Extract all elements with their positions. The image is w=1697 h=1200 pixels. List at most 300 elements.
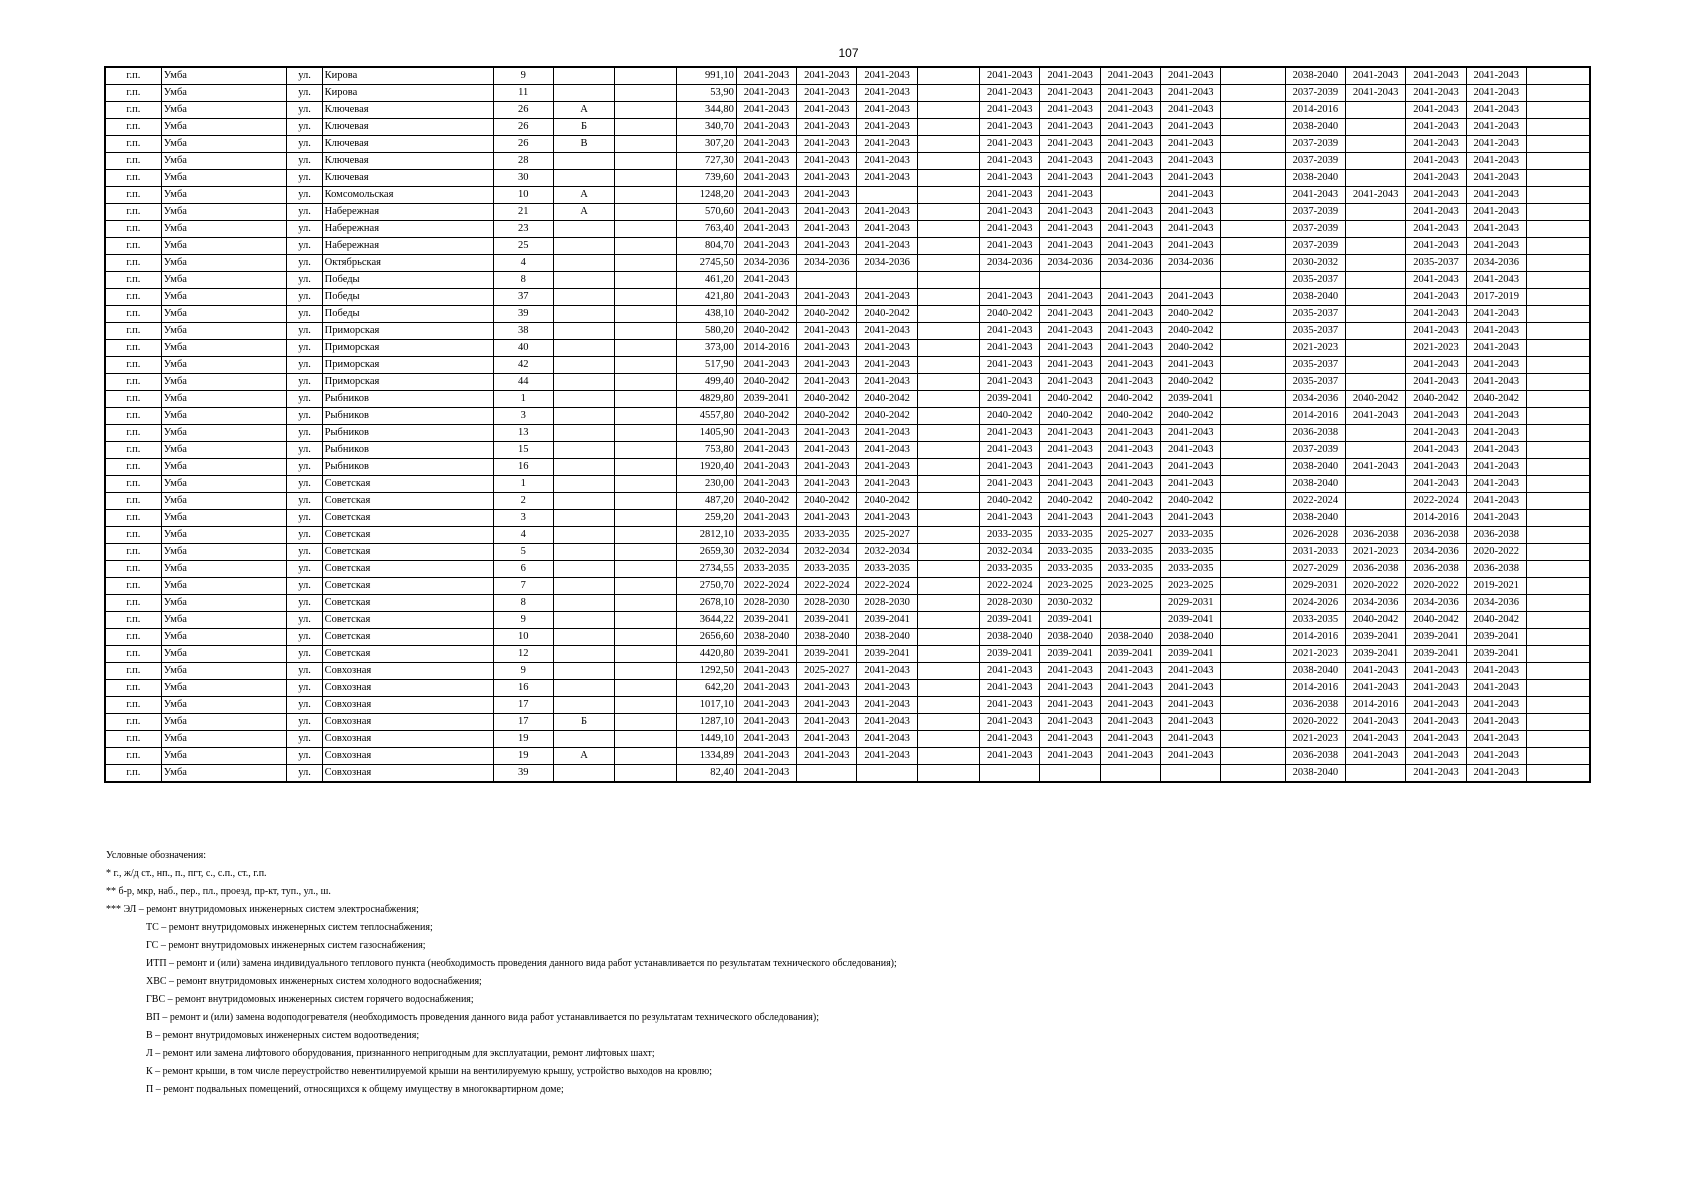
cell-el: 2041-2043 xyxy=(736,204,796,221)
cell-housing xyxy=(615,510,676,527)
cell-vp: 2041-2043 xyxy=(1100,714,1160,731)
legend-item: ГС – ремонт внутридомовых инженерных систем газоснабжения; xyxy=(146,940,426,951)
cell-hvs: 2041-2043 xyxy=(980,476,1040,493)
cell-k: 2038-2040 xyxy=(1285,476,1345,493)
cell-el: 2039-2041 xyxy=(736,646,796,663)
cell-year-b xyxy=(1526,374,1590,391)
cell-p xyxy=(1346,476,1406,493)
cell-ts: 2041-2043 xyxy=(797,714,857,731)
cell-l xyxy=(1221,425,1285,442)
cell-settlement-type: г.п. xyxy=(105,731,161,748)
cell-p xyxy=(1346,255,1406,272)
cell-area: 2745,50 xyxy=(676,255,736,272)
cell-fund: 2041-2043 xyxy=(1406,67,1466,85)
cell-v: 2041-2043 xyxy=(1161,153,1221,170)
cell-ts: 2041-2043 xyxy=(797,67,857,85)
cell-gvs: 2041-2043 xyxy=(1040,374,1100,391)
cell-itp xyxy=(917,544,979,561)
legend-item: К – ремонт крыши, в том числе переустройство невентилируемой крыши на вентилируемую крышу, устройство выходов на кровлю; xyxy=(146,1066,713,1077)
cell-p xyxy=(1346,272,1406,289)
cell-v: 2040-2042 xyxy=(1161,340,1221,357)
cell-settlement-name: Умба xyxy=(161,306,287,323)
cell-street-type: ул. xyxy=(287,425,322,442)
cell-building-letter xyxy=(553,459,614,476)
cell-v: 2041-2043 xyxy=(1161,748,1221,765)
cell-gs: 2041-2043 xyxy=(857,340,917,357)
cell-l xyxy=(1221,493,1285,510)
cell-year-b xyxy=(1526,119,1590,136)
table-row xyxy=(105,340,1590,357)
cell-l xyxy=(1221,102,1285,119)
cell-area: 727,30 xyxy=(676,153,736,170)
cell-vp: 2033-2035 xyxy=(1100,544,1160,561)
cell-area: 2659,30 xyxy=(676,544,736,561)
cell-gs: 2041-2043 xyxy=(857,731,917,748)
cell-itp xyxy=(917,731,979,748)
cell-el: 2040-2042 xyxy=(736,374,796,391)
cell-vp: 2041-2043 xyxy=(1100,663,1160,680)
cell-el: 2041-2043 xyxy=(736,85,796,102)
cell-v: 2033-2035 xyxy=(1161,561,1221,578)
cell-street-name: Советская xyxy=(322,646,493,663)
cell-gs xyxy=(857,272,917,289)
cell-house-number: 19 xyxy=(493,748,553,765)
cell-area: 2656,60 xyxy=(676,629,736,646)
cell-housing xyxy=(615,459,676,476)
cell-street-type: ул. xyxy=(287,153,322,170)
cell-l xyxy=(1221,629,1285,646)
cell-area: 2734,55 xyxy=(676,561,736,578)
cell-ts xyxy=(797,272,857,289)
table-row xyxy=(105,357,1590,374)
cell-gs: 2041-2043 xyxy=(857,459,917,476)
cell-vp: 2023-2025 xyxy=(1100,578,1160,595)
cell-l xyxy=(1221,459,1285,476)
cell-year-b xyxy=(1526,391,1590,408)
cell-l xyxy=(1221,187,1285,204)
cell-year-b xyxy=(1526,527,1590,544)
cell-p xyxy=(1346,442,1406,459)
cell-ts: 2041-2043 xyxy=(797,170,857,187)
cell-v: 2033-2035 xyxy=(1161,544,1221,561)
cell-itp xyxy=(917,119,979,136)
cell-k: 2037-2039 xyxy=(1285,204,1345,221)
cell-p xyxy=(1346,221,1406,238)
cell-ts: 2041-2043 xyxy=(797,731,857,748)
cell-area: 580,20 xyxy=(676,323,736,340)
cell-year-a: 2041-2043 xyxy=(1466,340,1526,357)
cell-year-a: 2039-2041 xyxy=(1466,629,1526,646)
cell-k: 2035-2037 xyxy=(1285,323,1345,340)
cell-l xyxy=(1221,153,1285,170)
cell-fund: 2041-2043 xyxy=(1406,442,1466,459)
cell-area: 307,20 xyxy=(676,136,736,153)
cell-settlement-type: г.п. xyxy=(105,663,161,680)
legend-item: *** ЭЛ – ремонт внутридомовых инженерных систем электроснабжения; xyxy=(106,904,419,915)
cell-itp xyxy=(917,527,979,544)
cell-settlement-type: г.п. xyxy=(105,527,161,544)
cell-year-b xyxy=(1526,170,1590,187)
cell-house-number: 1 xyxy=(493,391,553,408)
cell-el: 2041-2043 xyxy=(736,357,796,374)
cell-street-type: ул. xyxy=(287,731,322,748)
cell-settlement-type: г.п. xyxy=(105,323,161,340)
table-row xyxy=(105,612,1590,629)
cell-k: 2038-2040 xyxy=(1285,663,1345,680)
cell-gs: 2041-2043 xyxy=(857,67,917,85)
legend-item: * г., ж/д ст., нп., п., пгт, с., с.п., ст., г.п. xyxy=(106,868,267,879)
cell-street-name: Октябрьская xyxy=(322,255,493,272)
cell-gvs: 2041-2043 xyxy=(1040,697,1100,714)
cell-housing xyxy=(615,119,676,136)
cell-p xyxy=(1346,204,1406,221)
cell-area: 82,40 xyxy=(676,765,736,783)
cell-v: 2041-2043 xyxy=(1161,102,1221,119)
cell-p: 2041-2043 xyxy=(1346,663,1406,680)
cell-house-number: 38 xyxy=(493,323,553,340)
cell-vp: 2041-2043 xyxy=(1100,442,1160,459)
cell-street-type: ул. xyxy=(287,476,322,493)
cell-gs: 2041-2043 xyxy=(857,442,917,459)
cell-settlement-type: г.п. xyxy=(105,119,161,136)
cell-k: 2038-2040 xyxy=(1285,765,1345,783)
cell-building-letter xyxy=(553,357,614,374)
cell-l xyxy=(1221,67,1285,85)
cell-el: 2041-2043 xyxy=(736,102,796,119)
table-row xyxy=(105,493,1590,510)
cell-v xyxy=(1161,272,1221,289)
cell-building-letter xyxy=(553,408,614,425)
cell-year-a: 2017-2019 xyxy=(1466,289,1526,306)
cell-itp xyxy=(917,493,979,510)
cell-house-number: 13 xyxy=(493,425,553,442)
cell-settlement-name: Умба xyxy=(161,67,287,85)
cell-street-type: ул. xyxy=(287,459,322,476)
cell-el: 2041-2043 xyxy=(736,238,796,255)
cell-ts: 2028-2030 xyxy=(797,595,857,612)
cell-hvs: 2040-2042 xyxy=(980,306,1040,323)
cell-el: 2041-2043 xyxy=(736,476,796,493)
cell-fund: 2041-2043 xyxy=(1406,85,1466,102)
cell-p xyxy=(1346,323,1406,340)
cell-settlement-name: Умба xyxy=(161,204,287,221)
legend-item: ** б-р, мкр, наб., пер., пл., проезд, пр-кт, туп., ул., ш. xyxy=(106,886,331,897)
cell-housing xyxy=(615,357,676,374)
cell-year-b xyxy=(1526,493,1590,510)
cell-gvs: 2041-2043 xyxy=(1040,459,1100,476)
cell-itp xyxy=(917,238,979,255)
cell-vp: 2041-2043 xyxy=(1100,680,1160,697)
cell-year-b xyxy=(1526,476,1590,493)
cell-ts: 2041-2043 xyxy=(797,748,857,765)
cell-settlement-name: Умба xyxy=(161,680,287,697)
cell-year-b xyxy=(1526,442,1590,459)
cell-year-a: 2020-2022 xyxy=(1466,544,1526,561)
cell-year-a: 2041-2043 xyxy=(1466,272,1526,289)
table-row xyxy=(105,136,1590,153)
cell-street-name: Рыбников xyxy=(322,425,493,442)
cell-street-type: ул. xyxy=(287,544,322,561)
cell-k: 2022-2024 xyxy=(1285,493,1345,510)
cell-vp xyxy=(1100,595,1160,612)
cell-gvs: 2039-2041 xyxy=(1040,646,1100,663)
cell-gvs: 2041-2043 xyxy=(1040,731,1100,748)
cell-p: 2041-2043 xyxy=(1346,85,1406,102)
cell-house-number: 12 xyxy=(493,646,553,663)
cell-hvs: 2041-2043 xyxy=(980,680,1040,697)
cell-gvs: 2041-2043 xyxy=(1040,714,1100,731)
cell-vp: 2041-2043 xyxy=(1100,306,1160,323)
cell-house-number: 4 xyxy=(493,527,553,544)
cell-ts: 2034-2036 xyxy=(797,255,857,272)
cell-street-type: ул. xyxy=(287,663,322,680)
cell-v: 2041-2043 xyxy=(1161,221,1221,238)
cell-street-name: Комсомольская xyxy=(322,187,493,204)
cell-settlement-name: Умба xyxy=(161,442,287,459)
cell-street-name: Ключевая xyxy=(322,153,493,170)
cell-gvs xyxy=(1040,272,1100,289)
cell-itp xyxy=(917,765,979,783)
cell-v: 2034-2036 xyxy=(1161,255,1221,272)
cell-settlement-name: Умба xyxy=(161,272,287,289)
cell-fund: 2041-2043 xyxy=(1406,697,1466,714)
cell-settlement-type: г.п. xyxy=(105,748,161,765)
cell-k: 2029-2031 xyxy=(1285,578,1345,595)
cell-vp: 2041-2043 xyxy=(1100,204,1160,221)
cell-el: 2041-2043 xyxy=(736,119,796,136)
cell-l xyxy=(1221,170,1285,187)
cell-housing xyxy=(615,391,676,408)
cell-area: 340,70 xyxy=(676,119,736,136)
cell-building-letter xyxy=(553,85,614,102)
cell-l xyxy=(1221,748,1285,765)
cell-year-b xyxy=(1526,408,1590,425)
cell-year-b xyxy=(1526,187,1590,204)
cell-settlement-name: Умба xyxy=(161,187,287,204)
cell-street-name: Набережная xyxy=(322,221,493,238)
cell-building-letter xyxy=(553,612,614,629)
cell-year-a: 2041-2043 xyxy=(1466,221,1526,238)
cell-settlement-type: г.п. xyxy=(105,629,161,646)
cell-housing xyxy=(615,323,676,340)
cell-hvs: 2041-2043 xyxy=(980,459,1040,476)
cell-el: 2041-2043 xyxy=(736,697,796,714)
cell-year-b xyxy=(1526,153,1590,170)
cell-fund: 2041-2043 xyxy=(1406,187,1466,204)
cell-housing xyxy=(615,612,676,629)
cell-settlement-name: Умба xyxy=(161,459,287,476)
cell-itp xyxy=(917,510,979,527)
cell-street-type: ул. xyxy=(287,255,322,272)
cell-gs: 2025-2027 xyxy=(857,527,917,544)
cell-p: 2041-2043 xyxy=(1346,187,1406,204)
cell-area: 3644,22 xyxy=(676,612,736,629)
cell-fund: 2041-2043 xyxy=(1406,680,1466,697)
cell-l xyxy=(1221,289,1285,306)
cell-year-a: 2041-2043 xyxy=(1466,680,1526,697)
cell-building-letter xyxy=(553,374,614,391)
cell-k: 2033-2035 xyxy=(1285,612,1345,629)
cell-housing xyxy=(615,306,676,323)
cell-house-number: 7 xyxy=(493,578,553,595)
cell-settlement-type: г.п. xyxy=(105,238,161,255)
cell-ts: 2033-2035 xyxy=(797,527,857,544)
cell-v: 2041-2043 xyxy=(1161,238,1221,255)
cell-el: 2040-2042 xyxy=(736,306,796,323)
cell-hvs: 2041-2043 xyxy=(980,102,1040,119)
cell-k: 2020-2022 xyxy=(1285,714,1345,731)
cell-p: 2021-2023 xyxy=(1346,544,1406,561)
cell-street-type: ул. xyxy=(287,748,322,765)
cell-year-b xyxy=(1526,272,1590,289)
cell-ts: 2041-2043 xyxy=(797,697,857,714)
cell-year-b xyxy=(1526,67,1590,85)
cell-p xyxy=(1346,153,1406,170)
cell-settlement-name: Умба xyxy=(161,748,287,765)
cell-el: 2041-2043 xyxy=(736,153,796,170)
cell-settlement-type: г.п. xyxy=(105,425,161,442)
cell-p xyxy=(1346,425,1406,442)
cell-v: 2041-2043 xyxy=(1161,731,1221,748)
cell-ts: 2041-2043 xyxy=(797,357,857,374)
cell-fund: 2041-2043 xyxy=(1406,238,1466,255)
cell-el: 2041-2043 xyxy=(736,714,796,731)
cell-settlement-name: Умба xyxy=(161,255,287,272)
cell-settlement-name: Умба xyxy=(161,119,287,136)
cell-gs: 2033-2035 xyxy=(857,561,917,578)
cell-settlement-type: г.п. xyxy=(105,680,161,697)
cell-hvs: 2022-2024 xyxy=(980,578,1040,595)
cell-vp: 2040-2042 xyxy=(1100,391,1160,408)
cell-year-b xyxy=(1526,340,1590,357)
cell-el: 2028-2030 xyxy=(736,595,796,612)
cell-k: 2014-2016 xyxy=(1285,408,1345,425)
cell-housing xyxy=(615,697,676,714)
table-row xyxy=(105,765,1590,783)
cell-k: 2021-2023 xyxy=(1285,646,1345,663)
cell-hvs xyxy=(980,272,1040,289)
cell-house-number: 6 xyxy=(493,561,553,578)
cell-v: 2041-2043 xyxy=(1161,663,1221,680)
cell-house-number: 9 xyxy=(493,612,553,629)
cell-el: 2040-2042 xyxy=(736,408,796,425)
cell-fund: 2041-2043 xyxy=(1406,306,1466,323)
cell-p xyxy=(1346,357,1406,374)
cell-ts: 2041-2043 xyxy=(797,102,857,119)
cell-settlement-name: Умба xyxy=(161,136,287,153)
cell-street-type: ул. xyxy=(287,765,322,783)
cell-house-number: 17 xyxy=(493,714,553,731)
cell-year-a: 2034-2036 xyxy=(1466,255,1526,272)
cell-house-number: 5 xyxy=(493,544,553,561)
cell-area: 2678,10 xyxy=(676,595,736,612)
cell-l xyxy=(1221,714,1285,731)
cell-area: 2750,70 xyxy=(676,578,736,595)
cell-p xyxy=(1346,765,1406,783)
cell-v: 2040-2042 xyxy=(1161,306,1221,323)
cell-settlement-name: Умба xyxy=(161,476,287,493)
cell-vp: 2041-2043 xyxy=(1100,459,1160,476)
cell-l xyxy=(1221,238,1285,255)
cell-housing xyxy=(615,714,676,731)
cell-itp xyxy=(917,697,979,714)
cell-house-number: 4 xyxy=(493,255,553,272)
cell-ts: 2041-2043 xyxy=(797,510,857,527)
cell-street-name: Приморская xyxy=(322,340,493,357)
cell-year-b xyxy=(1526,544,1590,561)
cell-street-type: ул. xyxy=(287,629,322,646)
cell-street-name: Кирова xyxy=(322,85,493,102)
cell-building-letter: А xyxy=(553,748,614,765)
cell-itp xyxy=(917,289,979,306)
table-row xyxy=(105,680,1590,697)
cell-gs: 2022-2024 xyxy=(857,578,917,595)
cell-el: 2041-2043 xyxy=(736,663,796,680)
table-row xyxy=(105,510,1590,527)
cell-fund: 2036-2038 xyxy=(1406,527,1466,544)
cell-street-name: Приморская xyxy=(322,323,493,340)
cell-street-name: Набережная xyxy=(322,238,493,255)
cell-p: 2041-2043 xyxy=(1346,714,1406,731)
cell-building-letter: А xyxy=(553,204,614,221)
cell-v: 2041-2043 xyxy=(1161,187,1221,204)
cell-area: 517,90 xyxy=(676,357,736,374)
cell-year-a: 2041-2043 xyxy=(1466,476,1526,493)
cell-gvs: 2041-2043 xyxy=(1040,187,1100,204)
cell-gs: 2032-2034 xyxy=(857,544,917,561)
cell-gs: 2028-2030 xyxy=(857,595,917,612)
table-row xyxy=(105,85,1590,102)
cell-ts: 2022-2024 xyxy=(797,578,857,595)
cell-settlement-name: Умба xyxy=(161,425,287,442)
cell-year-b xyxy=(1526,561,1590,578)
cell-ts xyxy=(797,765,857,783)
cell-street-name: Рыбников xyxy=(322,459,493,476)
cell-k: 2037-2039 xyxy=(1285,442,1345,459)
cell-gvs: 2041-2043 xyxy=(1040,119,1100,136)
cell-itp xyxy=(917,595,979,612)
cell-v: 2039-2041 xyxy=(1161,391,1221,408)
cell-settlement-type: г.п. xyxy=(105,612,161,629)
cell-housing xyxy=(615,442,676,459)
cell-v: 2029-2031 xyxy=(1161,595,1221,612)
cell-v: 2040-2042 xyxy=(1161,408,1221,425)
cell-street-type: ул. xyxy=(287,85,322,102)
cell-area: 499,40 xyxy=(676,374,736,391)
cell-gvs: 2041-2043 xyxy=(1040,289,1100,306)
cell-area: 570,60 xyxy=(676,204,736,221)
cell-settlement-type: г.п. xyxy=(105,595,161,612)
cell-ts: 2041-2043 xyxy=(797,680,857,697)
cell-el: 2040-2042 xyxy=(736,493,796,510)
cell-house-number: 42 xyxy=(493,357,553,374)
cell-street-type: ул. xyxy=(287,408,322,425)
cell-hvs: 2041-2043 xyxy=(980,136,1040,153)
legend-item: ВП – ремонт и (или) замена водоподогревателя (необходимость проведения данного вида работ устанавливается по результатам технического обследования); xyxy=(146,1012,819,1023)
page-number: 107 xyxy=(838,46,859,60)
table-row xyxy=(105,561,1590,578)
cell-gvs: 2041-2043 xyxy=(1040,340,1100,357)
cell-v xyxy=(1161,765,1221,783)
table-row xyxy=(105,408,1590,425)
cell-ts: 2041-2043 xyxy=(797,119,857,136)
cell-year-a: 2041-2043 xyxy=(1466,714,1526,731)
cell-l xyxy=(1221,476,1285,493)
table-row xyxy=(105,476,1590,493)
cell-hvs: 2041-2043 xyxy=(980,340,1040,357)
cell-year-b xyxy=(1526,425,1590,442)
cell-building-letter xyxy=(553,67,614,85)
